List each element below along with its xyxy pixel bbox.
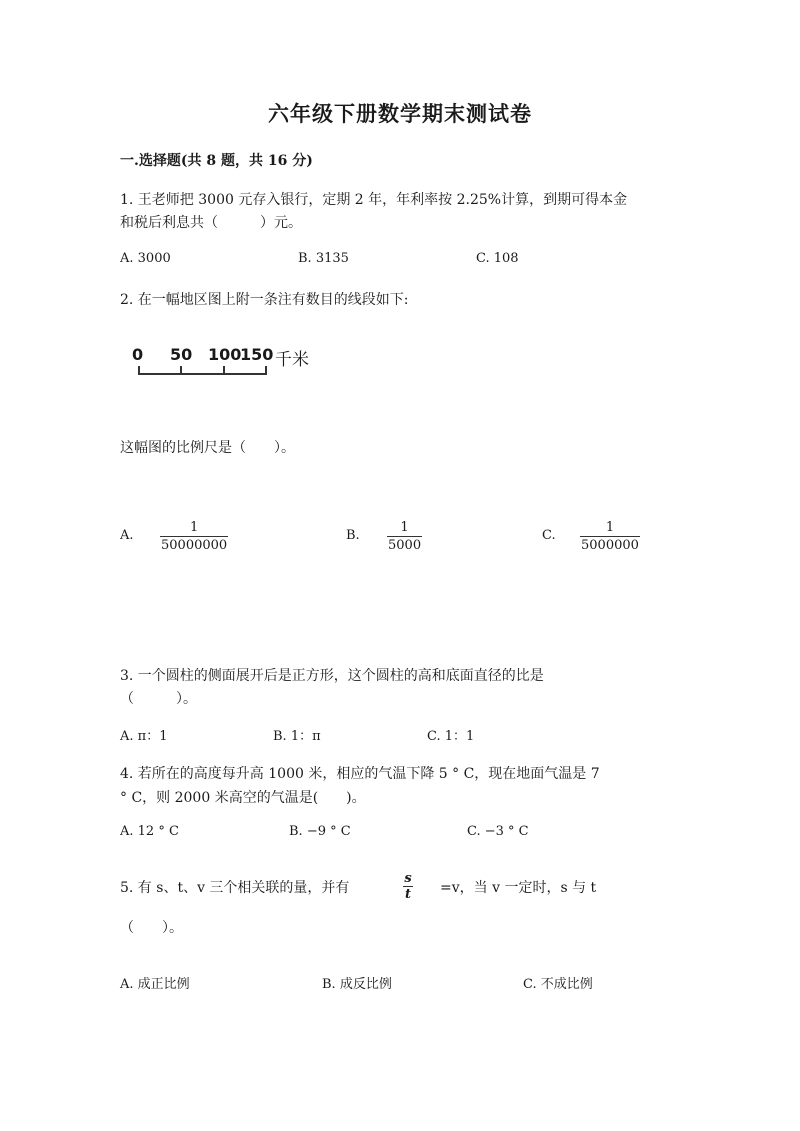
q4-option-a: A. 12 ° C [120,824,179,839]
q2-option-c-letter: C. [542,528,556,543]
scale-tick [180,366,182,374]
scale-tick [223,366,225,374]
scale-tick [265,366,267,374]
q5-option-c: C. 不成比例 [523,977,593,992]
scale-line [138,373,267,375]
q4-option-b: B. −9 ° C [289,824,351,839]
scale-bar-figure [120,345,340,385]
fraction-denominator: 50000000 [161,538,228,553]
q2-option-a-fraction [160,520,228,554]
q3-option-c: C. 1：1 [427,729,475,744]
q5-fraction-s-over-t [403,872,413,902]
q3-option-a: A. π：1 [120,729,168,744]
fraction-numerator: 1 [400,520,409,535]
page-title: 六年级下册数学期末测试卷 [268,101,532,126]
q4-option-c: C. −3 ° C [467,824,529,839]
q1-line1: 1. 王老师把 3000 元存入银行，定期 2 年，年利率按 2.25%计算，到期可得本金 [120,192,628,208]
q1-option-a: A. 3000 [120,251,171,266]
fraction-numerator: 1 [189,520,199,535]
scale-label-100: 100 [208,345,242,364]
section-heading: 一.选择题(共 8 题，共 16 分) [120,153,313,169]
q5-stem-after: =v，当 v 一定时，s 与 t [440,880,597,896]
scale-label-50: 50 [170,345,193,364]
q1-option-c: C. 108 [476,251,519,266]
q2-stem: 2. 在一幅地区图上附一条注有数目的线段如下: [120,292,409,308]
q4-line2: ° C，则 2000 米高空的气温是( )。 [120,790,366,806]
q2-option-b-letter: B. [346,528,360,543]
q1-line2: 和税后利息共（ ）元。 [120,215,302,231]
fraction-denominator: 5000 [388,538,422,553]
fraction-numerator: 1 [605,520,615,535]
q3-line2: （ ）。 [120,691,197,707]
scale-label-150: 150 [240,345,274,364]
fraction-denominator: t [405,887,412,902]
q3-option-b: B. 1：π [273,729,321,744]
q5-stem-before: 5. 有 s、t、v 三个相关联的量，并有 [120,880,350,896]
q4-line1: 4. 若所在的高度每升高 1000 米，相应的气温下降 5 ° C，现在地面气温是 7 [120,766,600,782]
q5-option-b: B. 成反比例 [322,977,392,992]
q2-option-b-fraction [387,520,422,554]
scale-unit: 千米 [275,350,309,370]
q2-option-c-fraction [580,520,640,554]
q1-option-b: B. 3135 [298,251,349,266]
q5-line2: （ ）。 [120,920,183,936]
q5-option-a: A. 成正比例 [120,977,190,992]
scale-tick [138,366,140,374]
q3-line1: 3. 一个圆柱的侧面展开后是正方形，这个圆柱的高和底面直径的比是 [120,668,544,684]
q2-question: 这幅图的比例尺是（ ）。 [120,440,295,456]
q2-option-a-letter: A. [120,528,134,543]
fraction-denominator: 5000000 [581,538,639,553]
fraction-numerator: s [404,871,412,886]
scale-label-0: 0 [132,345,144,364]
